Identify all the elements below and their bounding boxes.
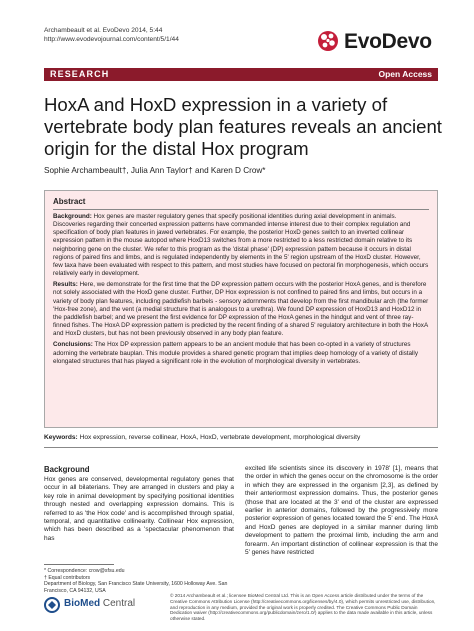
section-label: RESEARCH <box>50 69 110 79</box>
footnote-divider <box>44 564 114 565</box>
author-list: Sophie Archambeault†, Julia Ann Taylor† and Karen D Crow* <box>44 166 266 175</box>
abstract-box <box>44 190 438 428</box>
background-text: Hox genes are master regulatory genes that specify positional identities during axial development in animals. Discoveries regarding their concerted expression patterns have commanded intense interest due to their complex regulation and specification of body plan features in jawed vertebrates. For example, the posterior HoxD genes switch to an inverted collinear expression pattern in the mouse autopod where HoxD13 switches from a more restricted to a less restricted domain relative to its neighboring gene on the cluster. We refer to this program as the 'distal phase' (DP) expression pattern because it occurs in distal regions of paired fins and limbs, and is regulated independently by elements in the 5' region upstream of the HoxD cluster. However, few taxa have been evaluated with respect to this pattern, and most studies have focused on pectoral fin morphogenesis, which occurs relatively early in development. <box>53 213 429 278</box>
abstract-background <box>53 213 429 278</box>
keywords-label: Keywords: <box>44 434 78 441</box>
open-access-label: Open Access <box>378 69 432 79</box>
results-label: Results: <box>53 281 78 289</box>
citation-block <box>44 26 179 44</box>
right-column-text: excited life scientists since its discovery in 1978' [1], means that the order in which the genes occur on the chromosome is the order in which they are expressed in the organism [2,3], as defined by their anteriormost expression domains. Thus, the posterior genes (those that are located at the 3' end of the cluster are expressed earlier in anterior domains, followed by the progressively more posterior expression of genes located toward the 5' end. The HoxA and HoxD genes are deployed in a similar manner during limb development to pattern the proximal limb, including the arm and forearm. An important distinction of collinear expression is that the 5' genes have restricted <box>245 465 438 557</box>
background-heading: Background <box>44 465 90 474</box>
keywords-text: Hox expression, reverse collinear, HoxA, HoxD, vertebrate development, morphological diversity <box>79 434 361 441</box>
abstract-body <box>53 213 429 369</box>
license-text: © 2014 Archambeault et al.; licensee BioMed Central Ltd. This is an Open Access article distributed under the terms of the Creative Commons Attribution License (http://creativecommons.org/licenses/by/4.0), which permits unrestricted use, distribution, and reproduction in any medium, provided the original work is properly credited. The Creative Commons Public Domain Dedication waiver (http://creativecommons.org/publicdomain/zero/1.0/) applies to the data made available in this article, unless otherwise stated. <box>170 593 436 622</box>
publisher-name <box>64 598 135 609</box>
correspondence-note: * Correspondence: crow@sfsu.edu <box>44 568 125 574</box>
article-url-link[interactable]: http://www.evodevojournal.com/content/5/1/44 <box>44 36 179 43</box>
article-title: HoxA and HoxD expression in a variety of vertebrate body plan features reveals an ancient origin for the distal Hox program <box>44 94 442 159</box>
journal-name: EvoDevo <box>344 30 432 53</box>
abstract-heading: Abstract <box>53 197 86 206</box>
left-column-text: Hox genes are conserved, developmental regulatory genes that occur in all bilaterians. They are arranged in clusters and play a key role in animal development by specifying positional identities through nested and overlapping expression domains. This is referred to as 'the Hox code' and is accomplished through spatial, temporal, and quantitative collinearity. Collinear Hox expression, which has been described as a 'spectacular phenomenon that has <box>44 476 234 542</box>
equal-contributors-note: † Equal contributors <box>44 574 91 581</box>
conclusions-label: Conclusions: <box>53 341 93 349</box>
abstract-conclusions <box>53 341 429 365</box>
keywords <box>44 434 438 448</box>
section-banner <box>44 68 438 81</box>
body-left-column <box>44 465 234 543</box>
abstract-results <box>53 281 429 338</box>
citation-line: Archambeault et al. EvoDevo 2014, 5:44 <box>44 27 163 34</box>
publisher-light: Central <box>100 598 136 609</box>
background-label: Background: <box>53 213 92 220</box>
body-right-column <box>245 465 438 557</box>
abstract-divider <box>53 209 429 210</box>
publisher-bold: BioMed <box>64 598 101 609</box>
affiliation-note: Department of Biology, San Francisco State University, 1600 Holloway Ave. San Francisco, CA 94132, USA <box>44 581 228 594</box>
footnotes <box>44 568 234 594</box>
conclusions-text: The Hox DP expression pattern appears to be an ancient module that has been co-opted in a variety of structures adorning the vertebrate bauplan. This module provides a shared genetic program that implies deep homology of a variety of distally elongated structures that has played a significant role in the evolution of morphological diversity in vertebrates. <box>53 341 418 365</box>
results-text: Here, we demonstrate for the first time that the DP expression pattern occurs with the posterior HoxA genes, and is therefore not solely associated with the HoxD gene cluster. Further, DP Hox expression is not confined to paired fins and limbs, but occurs in a variety of body plan features, including paddlefish barbels - sensory adornments that develop from the first mandibular arch (the former 'Hox-free zone), and the vent (a medial structure that is analogous to a urethra). We found DP expression of HoxD13 and HoxD12 in the paddlefish barbel; and we present the first evidence for DP expression of the HoxA genes in the hindgut and vent of three ray-finned fishes. The HoxA DP expression pattern is predicted by the recent finding of a shared 5' regulatory architecture in both the HoxA and HoxD clusters, but has not been previously observed in any body plan feature. <box>53 281 429 338</box>
